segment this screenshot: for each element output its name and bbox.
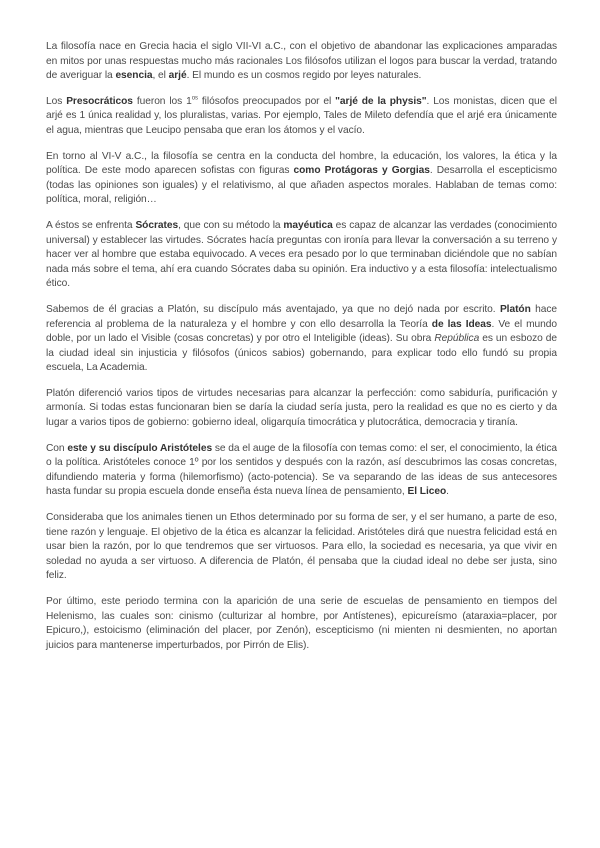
bold-text: como Protágoras y Gorgias	[293, 165, 430, 177]
paragraph-text: Sabemos de él gracias a Platón, su discípulo más aventajado, ya que no dejó nada por escrito.	[46, 303, 500, 315]
paragraph-text: A éstos se enfrenta	[46, 219, 136, 231]
paragraph	[46, 442, 557, 500]
document-body	[46, 40, 557, 664]
paragraph-text: Los	[46, 95, 67, 107]
paragraph-text: En torno al VI-V a.C., la filosofía se centra en la conducta del hombre, la educación, los valores, la ética y la política. De este modo aparecen sofistas con figuras	[46, 150, 557, 177]
paragraph-text: . El mundo es un cosmos regido por leyes naturales.	[186, 70, 422, 82]
paragraph	[46, 387, 557, 431]
paragraph-text: hace referencia al problema de la naturaleza y el hombre y con ello desarrolla la Teoría	[46, 303, 558, 330]
bold-text: de las Ideas	[431, 318, 492, 330]
paragraph-text: es capaz de alcanzar las verdades (conocimiento universal) y establecer las virtudes. Sócrates hacía preguntas con ironía para llevar la conversación a su terreno y hacer ver al hombre que estaba equivocado. A veces era pesado por lo que terminaban diciéndole que no sabían nada más sobre el tema, ahí era cuando Sócrates daba su opinión. Era inductivo y a esta filosofía: intelectualismo ético.	[46, 219, 558, 290]
bold-text: Presocráticos	[66, 95, 133, 107]
paragraph	[46, 95, 557, 139]
bold-text: Sócrates	[135, 219, 179, 231]
paragraph	[46, 303, 557, 376]
paragraph-text: es un esbozo de la ciudad ideal sin injusticia y filósofos (únicos sabios) gobernando, para explicar todo ello fundó su propia escuela, La Academia.	[46, 333, 557, 374]
bold-text: Platón	[499, 303, 531, 315]
paragraph-text: Platón diferenció varios tipos de virtudes necesarias para alcanzar la perfección: como sabiduría, purificación y armonía. Si todas estas funcionaran bien se daría la ciudad sería justa, pero la realidad es que no es cierto y da lugar a varios tipos de gobierno: gobierno ideal, oligarquía timocrática y plutocrática, democracia y tiranía.	[46, 387, 557, 429]
paragraph-text: Consideraba que los animales tienen un Ethos determinado por su forma de ser, y el ser humano, a parte de eso, tiene razón y lenguaje. El objetivo de la ética es alcanzar la felicidad. Aristóteles dirá que nuestra felicidad está en usar bien la razón, por lo que tendremos que ser virtuosos. Para ello, la sociedad es necesaria, ya que vivir en soledad no ayuda a ser virtuoso. A diferencia de Platón, él pensaba que la ciudad ideal no debe ser justa, sino feliz.	[46, 512, 557, 582]
paragraph-text: . Desarrolla el escepticismo (todas las opiniones son iguales) y el relativismo, al que añaden aspectos morales. Hablaban de temas como: política, moral, religión…	[46, 165, 557, 206]
paragraph	[46, 595, 557, 653]
bold-text: arjé	[168, 70, 187, 82]
bold-text: esencia	[115, 70, 153, 82]
paragraph-text: fueron los 1	[132, 95, 192, 107]
bold-text: El Liceo	[407, 486, 447, 498]
paragraph-text: .	[446, 486, 449, 498]
bold-text: "arjé de la physis"	[335, 95, 427, 107]
paragraph-text: . Ve el mundo doble, por un lado el Visible (cosas concretas) y por otro el Inteligible (ideas). Su obra	[46, 318, 557, 345]
paragraph	[46, 511, 557, 584]
superscript-text: os	[191, 95, 198, 102]
paragraph-text: , que con su método la	[178, 219, 284, 231]
paragraph-text: La filosofía nace en Grecia hacia el siglo VII-VI a.C., con el objetivo de abandonar las explicaciones amparadas en mitos por unas respuestas mucho más racionales Los filósofos utilizan el logos para buscar la verdad, tratando de averiguar la	[46, 41, 557, 82]
paragraph-text: . Los monistas, dicen que el arjé es 1 única realidad y, los pluralistas, varias. Por ejemplo, Tales de Mileto defendía que el arjé era únicamente el agua, mientras que Leucipo pensaba que eran los átomos y el vacío.	[46, 95, 557, 136]
bold-text: mayéutica	[283, 219, 333, 231]
paragraph-text: , el	[152, 70, 169, 82]
italic-text: República	[434, 333, 480, 345]
paragraph-text: filósofos preocupados por el	[197, 95, 336, 107]
paragraph-text: Con	[46, 442, 68, 454]
paragraph-text: Por último, este periodo termina con la aparición de una serie de escuelas de pensamiento en tiempos del Helenismo, las cuales son: cinismo (culturizar al hombre, por Antístenes), epicureísmo (ataraxia=placer, por Epicuro,), estoicismo (eliminación del placer, por Zenón), escepticismo (ni mienten ni desmienten, no aportan juicios para mantenerse imperturbados, por Pirrón de Elis).	[46, 596, 557, 651]
paragraph-text: se da el auge de la filosofía con temas como: el ser, el conocimiento, la ética o la política. Aristóteles conoce 1º por los sentidos y después con la razón, así descubrimos las cosas concretas, difundiendo materia y forma (hilemorfismo) (acto-potencia). Se va separando de las ideas de sus antecesores hasta fundar su propia escuela donde enseña ésta nueva línea de pensamiento,	[46, 442, 557, 498]
paragraph	[46, 40, 557, 84]
paragraph	[46, 219, 557, 292]
paragraph	[46, 150, 557, 208]
bold-text: este y su discípulo Aristóteles	[67, 442, 213, 454]
